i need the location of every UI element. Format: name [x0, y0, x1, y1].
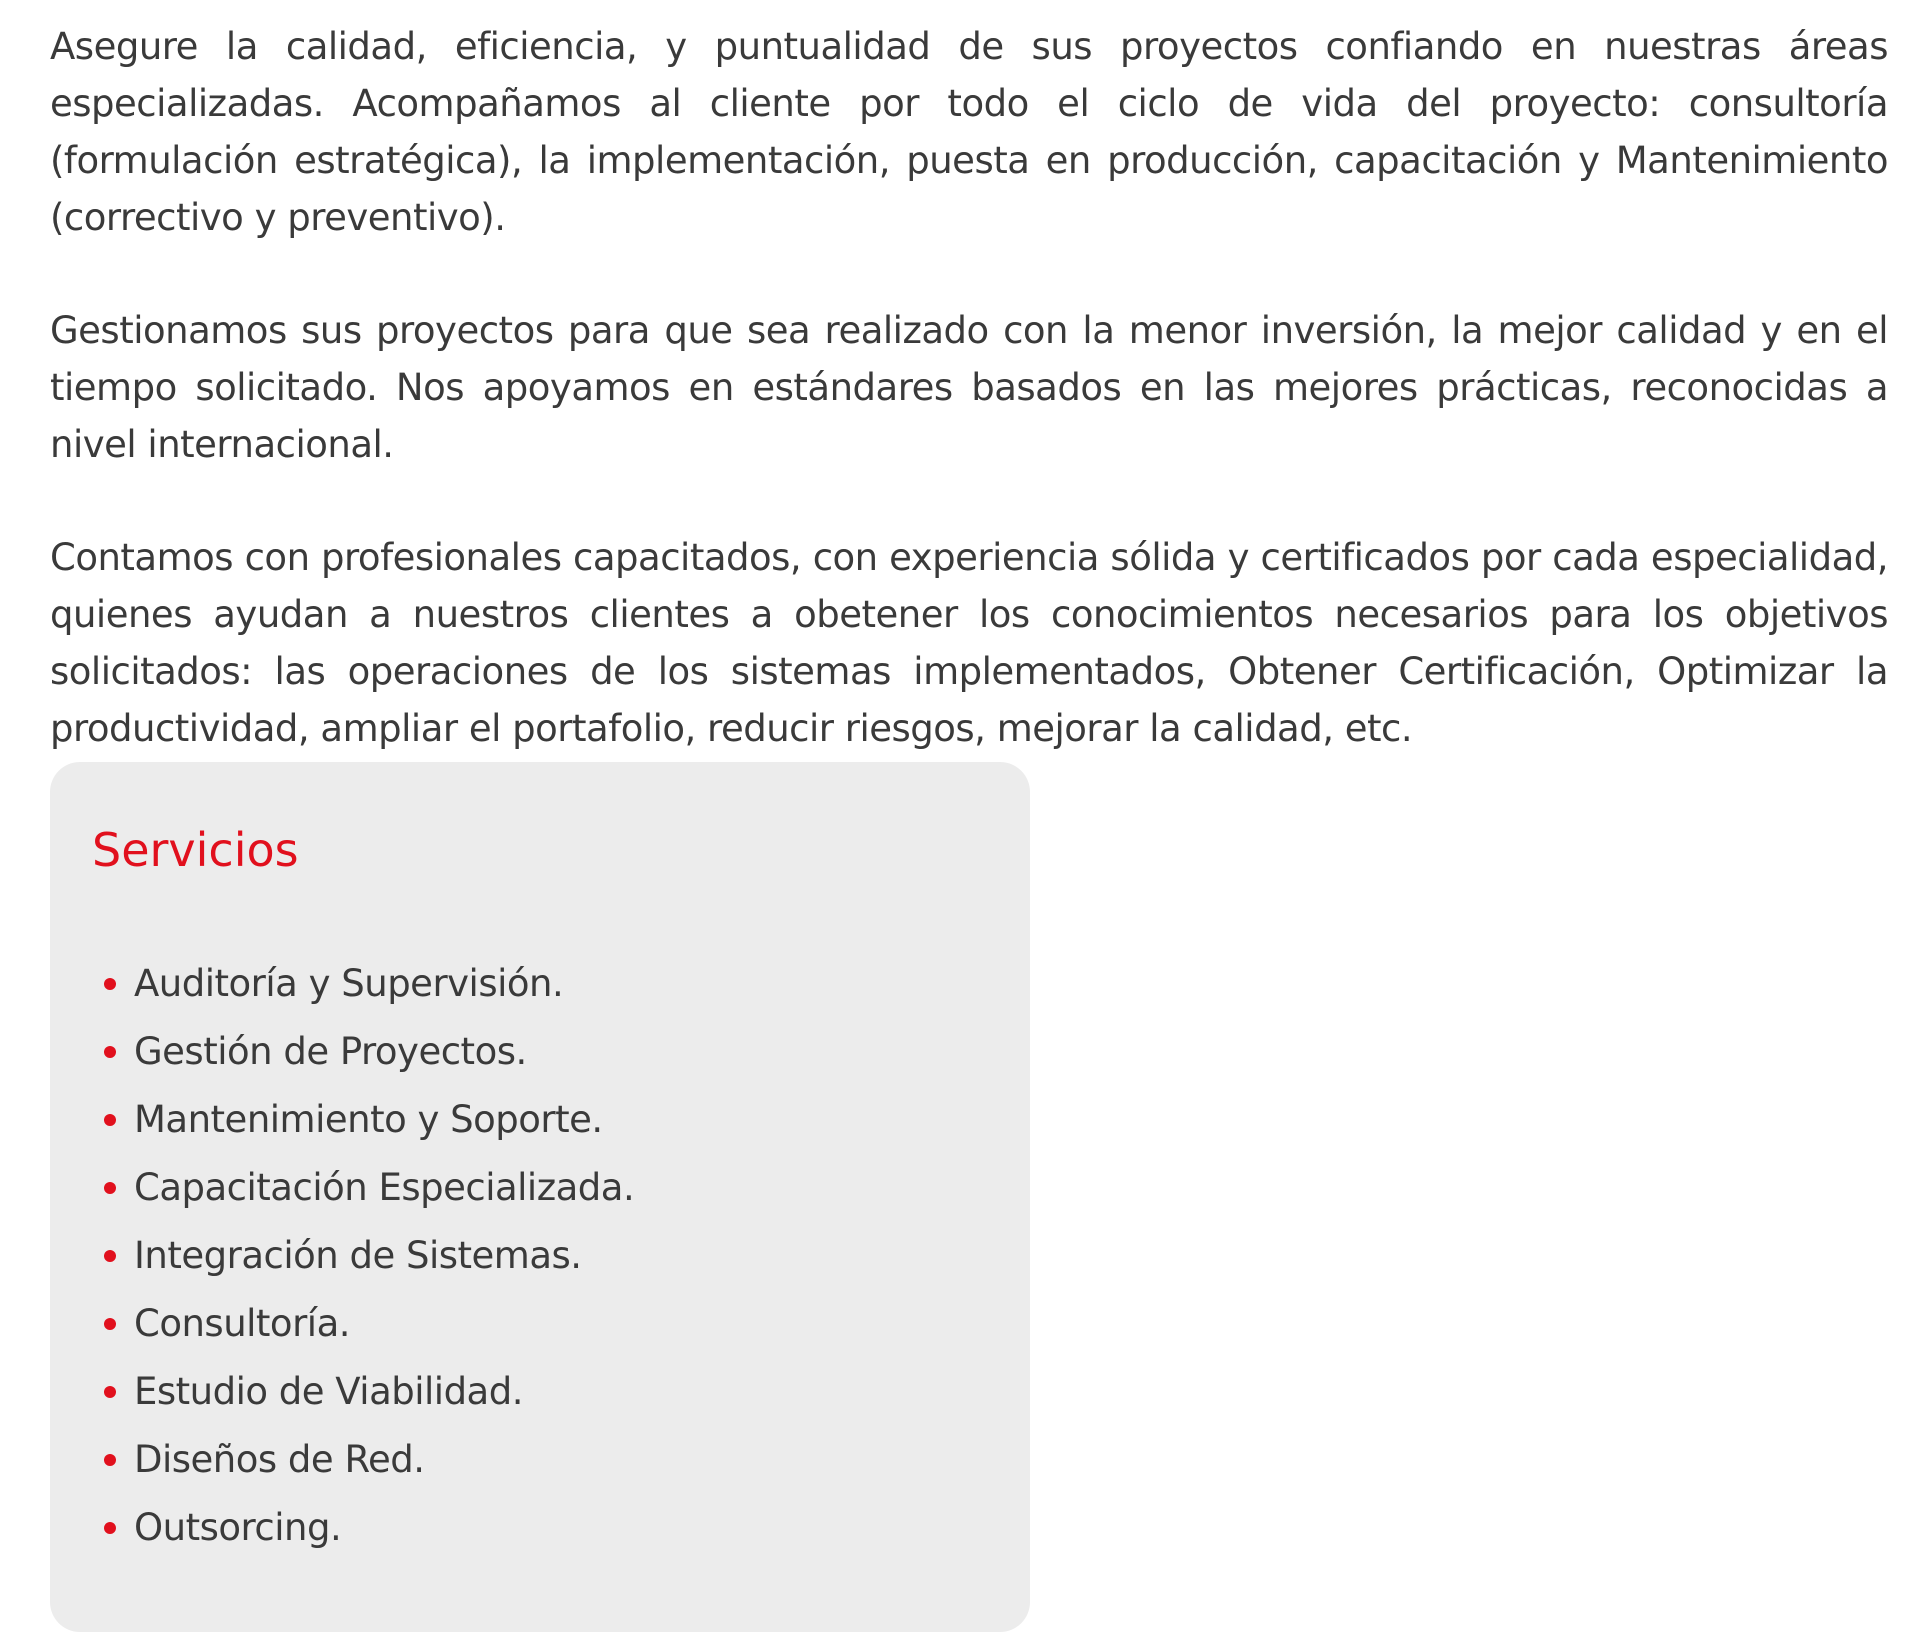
- service-item-label: Gestión de Proyectos.: [134, 1030, 527, 1073]
- service-item-label: Consultoría.: [134, 1302, 350, 1345]
- bullet-icon: [104, 1386, 116, 1398]
- service-item-label: Auditoría y Supervisión.: [134, 962, 564, 1005]
- bullet-icon: [104, 1318, 116, 1330]
- service-item-auditoria: [104, 950, 1030, 1018]
- bullet-icon: [104, 1114, 116, 1126]
- service-item-label: Outsorcing.: [134, 1506, 342, 1549]
- service-item-gestion: [104, 1018, 1030, 1086]
- bullet-icon: [104, 1522, 116, 1534]
- bullet-icon: [104, 1046, 116, 1058]
- intro-paragraph-2: Gestionamos sus proyectos para que sea realizado con la menor inversión, la mejor calidad y en el tiempo solicitado. Nos apoyamos en estándares basados en las mejores prácticas, reconocidas a nivel internacional.: [50, 309, 1888, 466]
- intro-paragraph-3: Contamos con profesionales capacitados, con experiencia sólida y certificados por cada especialidad, quienes ayudan a nuestros clientes a obetener los conocimientos necesarios para los objetivos solicitados: las operaciones de los sistemas implementados, Obtener Certificación, Optimizar la productividad, ampliar el portafolio, reducir riesgos, mejorar la calidad, etc.: [50, 536, 1888, 750]
- service-item-viabilidad: [104, 1358, 1030, 1426]
- services-list: [92, 950, 1030, 1562]
- services-title: Servicios: [92, 823, 299, 877]
- services-panel: [50, 762, 1030, 1632]
- service-item-label: Integración de Sistemas.: [134, 1234, 582, 1277]
- service-item-integracion: [104, 1222, 1030, 1290]
- service-item-label: Diseños de Red.: [134, 1438, 425, 1481]
- intro-section: [50, 18, 1888, 813]
- service-item-outsorcing: [104, 1494, 1030, 1562]
- bullet-icon: [104, 1250, 116, 1262]
- service-item-mantenimiento: [104, 1086, 1030, 1154]
- service-item-label: Estudio de Viabilidad.: [134, 1370, 523, 1413]
- bullet-icon: [104, 1454, 116, 1466]
- intro-paragraph-1: Asegure la calidad, eficiencia, y puntualidad de sus proyectos confiando en nuestras áreas especializadas. Acompañamos al cliente por todo el ciclo de vida del proyecto: consultoría (formulación estratégica), la implementación, puesta en producción, capacitación y Mantenimiento (correctivo y preventivo).: [50, 25, 1888, 239]
- service-item-consultoria: [104, 1290, 1030, 1358]
- service-item-capacitacion: [104, 1154, 1030, 1222]
- service-item-disenos-red: [104, 1426, 1030, 1494]
- bullet-icon: [104, 978, 116, 990]
- service-item-label: Mantenimiento y Soporte.: [134, 1098, 603, 1141]
- bullet-icon: [104, 1182, 116, 1194]
- service-item-label: Capacitación Especializada.: [134, 1166, 635, 1209]
